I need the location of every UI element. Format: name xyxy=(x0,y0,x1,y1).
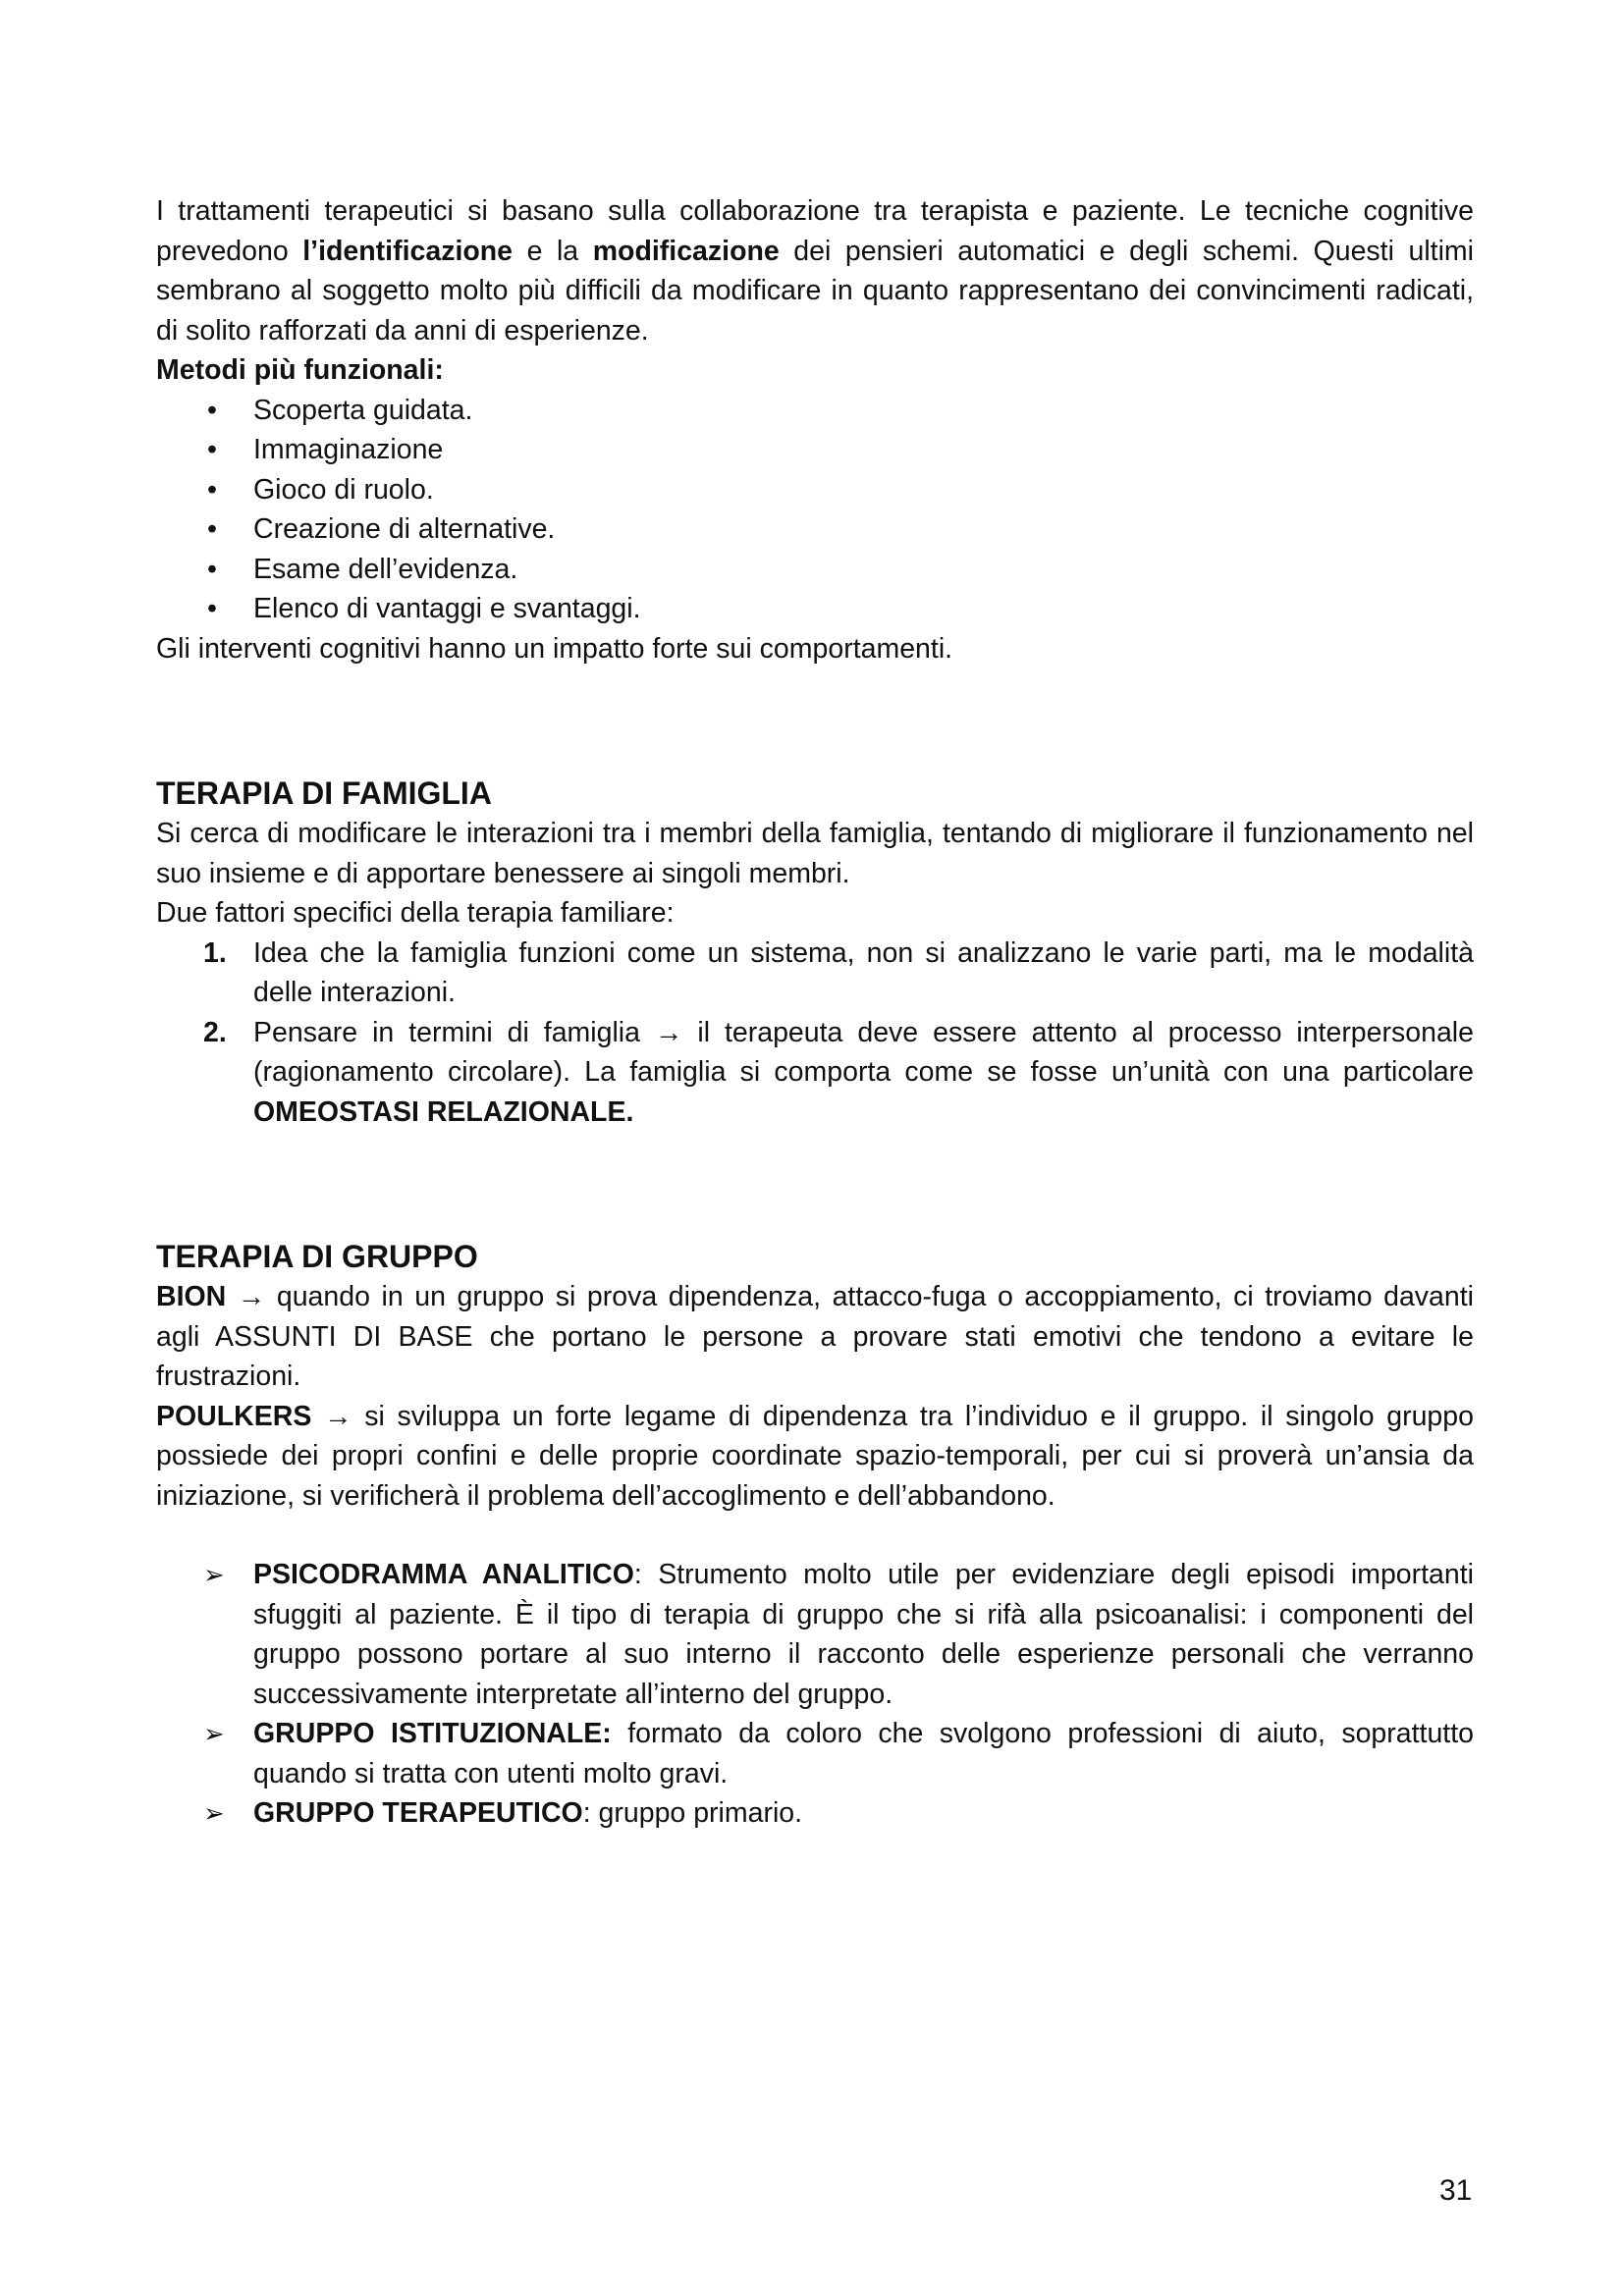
list-item: ➢ GRUPPO ISTITUZIONALE: formato da coloro che svolgono professioni di aiuto, soprattutto quando si tratta con utenti molto gravi. xyxy=(156,1714,1474,1793)
methods-list xyxy=(156,391,1474,629)
list-item: 1. Idea che la famiglia funzioni come un sistema, non si analizzano le varie parti, ma le modalità delle interazioni. xyxy=(203,936,1474,1008)
document-page xyxy=(156,191,1474,1834)
bullet-icon: • xyxy=(207,473,217,506)
page-number: 31 xyxy=(1439,2174,1473,2207)
intro-text-d: dei pensieri automatici e degli schemi. Questi ultimi sembrano al soggetto molto più difficili da modificare in quanto rappresentano dei convincimenti radicati, di solito rafforzati da anni di esperienze. xyxy=(156,235,1474,347)
bion-paragraph: BION → quando in un gruppo si prova dipendenza, attacco-fuga o accoppiamento, ci troviamo davanti agli ASSUNTI DI BASE che portano le persone a provare stati emotivi che tendono a evitare le frustrazioni. xyxy=(156,1281,1474,1392)
bullet-icon: • xyxy=(207,553,217,585)
list-item: 2. Pensare in termini di famiglia → il terapeuta deve essere attento al processo interpersonale (ragionamento circolare). La famiglia si comporta come se fosse un’unità con una particolare OMEOSTASI RELAZIONALE. xyxy=(203,1016,1474,1128)
list-item: ➢ PSICODRAMMA ANALITICO: Strumento molto utile per evidenziare degli episodi importanti sfuggiti al paziente. È il tipo di terapia di gruppo che si rifà alla psicoanalisi: i componenti del gruppo possono portare al suo interno il racconto delle esperienze personali che verranno successivamente interpretate all’interno del gruppo. xyxy=(156,1555,1474,1714)
bullet-icon: • xyxy=(207,513,217,545)
section-heading-famiglia: TERAPIA DI FAMIGLIA xyxy=(156,775,492,811)
intro-closing: Gli interventi cognitivi hanno un impatto forte sui comportamenti. xyxy=(156,632,953,665)
list-item: • Creazione di alternative. xyxy=(156,509,1474,550)
famiglia-factors-intro: Due fattori specifici della terapia familiare: xyxy=(156,897,675,929)
bullet-icon: • xyxy=(207,394,217,426)
intro-paragraph xyxy=(156,191,1474,350)
intro-bold-modificazione: modificazione xyxy=(592,235,780,267)
gruppo-types-list xyxy=(156,1555,1474,1834)
arrow-bullet-icon: ➢ xyxy=(203,1719,225,1748)
famiglia-paragraph: Si cerca di modificare le interazioni tra i membri della famiglia, tentando di migliorare il funzionamento nel suo insieme e di apportare benessere ai singoli membri. xyxy=(156,818,1474,889)
famiglia-factors-list xyxy=(156,934,1474,1133)
list-item: • Elenco di vantaggi e svantaggi. xyxy=(156,589,1474,629)
list-item: ➢ GRUPPO TERAPEUTICO: gruppo primario. xyxy=(156,1793,1474,1834)
section-heading-gruppo: TERAPIA DI GRUPPO xyxy=(156,1239,478,1274)
arrow-bullet-icon: ➢ xyxy=(203,1560,225,1589)
intro-bold-identificazione: l’identificazione xyxy=(302,235,514,267)
list-item: • Immaginazione xyxy=(156,430,1474,470)
intro-text-c: e la xyxy=(513,235,593,267)
intro-text-a: I trattamenti terapeutici si basano sulla collaborazione tra terapista e paziente. Le tecniche cognitive prevedono xyxy=(156,195,1474,267)
methods-heading: Metodi più funzionali: xyxy=(156,354,444,386)
list-item: • Scoperta guidata. xyxy=(156,391,1474,431)
list-item: • Esame dell’evidenza. xyxy=(156,550,1474,590)
list-item: • Gioco di ruolo. xyxy=(156,470,1474,510)
arrow-bullet-icon: ➢ xyxy=(203,1798,225,1828)
bullet-icon: • xyxy=(207,593,217,624)
bullet-icon: • xyxy=(207,434,217,465)
poulkers-paragraph: POULKERS → si sviluppa un forte legame di dipendenza tra l’individuo e il gruppo. il singolo gruppo possiede dei propri confini e delle proprie coordinate spazio-temporali, per cui si proverà un’ansia da iniziazione, si verificherà il problema dell’accoglimento e dell’abbandono. xyxy=(156,1400,1474,1512)
